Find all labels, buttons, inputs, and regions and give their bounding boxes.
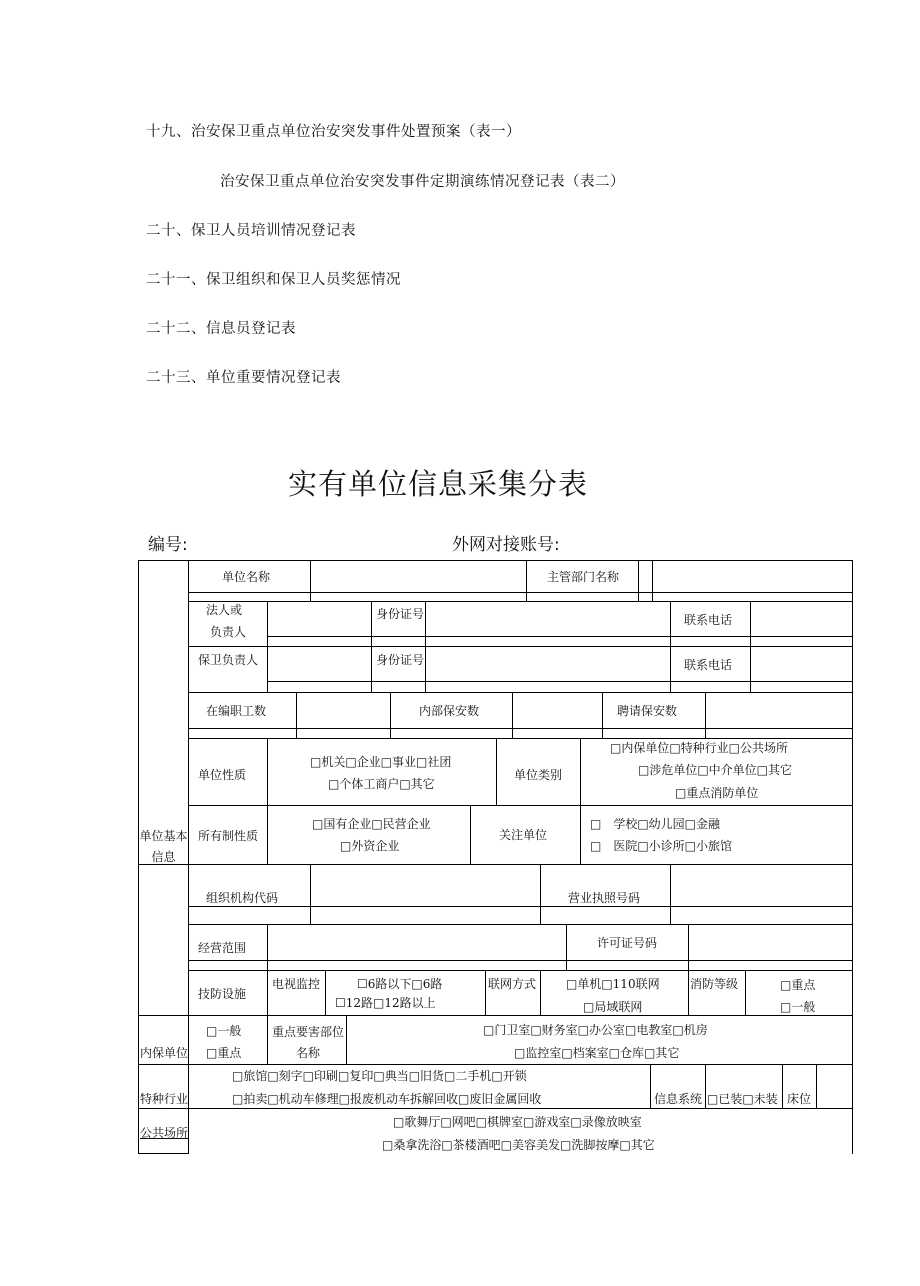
rule bbox=[188, 560, 189, 1154]
unit-name-label: 单位名称 bbox=[222, 570, 271, 584]
rule bbox=[602, 692, 603, 738]
key-dept-options: □门卫室□财务室□办公室□电教室□机房 bbox=[483, 1023, 708, 1037]
number-label: 编号: bbox=[148, 535, 188, 555]
internal-guards-label: 内部保安数 bbox=[419, 704, 480, 718]
rule bbox=[816, 1064, 817, 1108]
rule bbox=[310, 864, 311, 924]
rule bbox=[670, 864, 671, 924]
key-dept-label: 重点要害部位 bbox=[272, 1025, 345, 1039]
rule bbox=[526, 560, 527, 601]
rule bbox=[138, 1015, 852, 1016]
rule bbox=[650, 1064, 651, 1108]
info-system-label: 信息系统 bbox=[654, 1092, 703, 1106]
focus-unit-label: 关注单位 bbox=[499, 828, 548, 842]
rule bbox=[267, 1015, 268, 1064]
toc-item-19: 十九、治安保卫重点单位治安突发事件处置预案（表一） bbox=[146, 124, 521, 140]
info-system-options: □已装□未装 bbox=[707, 1092, 778, 1106]
internal-unit-options: □一般 bbox=[206, 1024, 242, 1038]
rule bbox=[745, 970, 746, 1015]
rule bbox=[188, 738, 852, 739]
fire-level-options: □重点 bbox=[780, 978, 816, 992]
rule bbox=[688, 970, 689, 1015]
rule bbox=[540, 970, 541, 1015]
rule bbox=[267, 738, 268, 864]
rule bbox=[652, 560, 653, 601]
rule bbox=[346, 1015, 347, 1064]
focus-unit-options: □ 学校□幼儿园□金融 bbox=[590, 817, 721, 831]
rule bbox=[138, 1153, 188, 1154]
public-place-options: □歌舞厅□网吧□棋牌室□游戏室□录像放映室 bbox=[393, 1115, 642, 1129]
unit-nature-label: 单位性质 bbox=[198, 768, 247, 782]
rule bbox=[188, 692, 852, 693]
ownership-options: □国有企业□民营企业 bbox=[312, 817, 431, 831]
tv-monitor-label: 电视监控 bbox=[272, 977, 321, 991]
ownership-options: □外资企业 bbox=[340, 839, 400, 853]
rule bbox=[670, 601, 671, 692]
unit-nature-options: □个体工商户□其它 bbox=[328, 777, 435, 791]
rule bbox=[188, 646, 852, 647]
rule bbox=[267, 970, 268, 1015]
rule bbox=[425, 601, 426, 692]
rule bbox=[138, 1064, 852, 1065]
rule bbox=[267, 601, 268, 692]
rule bbox=[638, 560, 639, 601]
ownership-label: 所有制性质 bbox=[198, 829, 259, 843]
fire-level-options: □一般 bbox=[780, 1000, 816, 1014]
key-dept-label: 名称 bbox=[296, 1046, 321, 1060]
unit-nature-options: □机关□企业□事业□社团 bbox=[310, 755, 452, 769]
staff-count-label: 在编职工数 bbox=[206, 704, 267, 718]
rule bbox=[267, 636, 852, 637]
rule bbox=[188, 970, 852, 971]
legal-rep-label: 法人或 bbox=[206, 603, 243, 617]
rule bbox=[688, 924, 689, 970]
internal-unit-label: 内保单位 bbox=[140, 1046, 189, 1060]
toc-item-21: 二十一、保卫组织和保卫人员奖惩情况 bbox=[146, 272, 401, 288]
special-industry-options: □拍卖□机动车修理□报废机动车拆解回收□废旧金属回收 bbox=[232, 1092, 542, 1106]
rule bbox=[580, 738, 581, 864]
rule bbox=[310, 560, 311, 601]
rule bbox=[188, 601, 852, 602]
rule bbox=[325, 970, 326, 1015]
public-place-label: 公共场所 bbox=[140, 1126, 189, 1140]
rule bbox=[496, 738, 497, 805]
security-head-label: 保卫负责人 bbox=[198, 653, 259, 667]
public-place-options: □桑拿洗浴□茶楼酒吧□美容美发□洗脚按摩□其它 bbox=[382, 1138, 655, 1152]
hired-guards-label: 聘请保安数 bbox=[617, 704, 678, 718]
rule bbox=[267, 924, 268, 970]
id-number-label: 身份证号 bbox=[376, 607, 425, 621]
rule bbox=[296, 692, 297, 738]
rule bbox=[138, 864, 852, 865]
org-code-label: 组织机构代码 bbox=[206, 891, 279, 905]
bed-count-label: 床位 bbox=[787, 1092, 812, 1106]
tech-facilities-label: 技防设施 bbox=[198, 987, 247, 1001]
rule bbox=[188, 592, 852, 593]
toc-item-19-sub: 治安保卫重点单位治安突发事件定期演练情况登记表（表二） bbox=[220, 174, 625, 190]
tv-monitor-options: ☐12路□12路以上 bbox=[335, 996, 436, 1010]
account-label: 外网对接账号: bbox=[452, 535, 560, 555]
business-scope-label: 经营范围 bbox=[198, 941, 247, 955]
rule bbox=[750, 601, 751, 692]
toc-item-23: 二十三、单位重要情况登记表 bbox=[146, 370, 341, 386]
fire-level-label: 消防等级 bbox=[690, 977, 739, 991]
rule bbox=[782, 1064, 783, 1108]
phone-label: 联系电话 bbox=[684, 658, 733, 672]
tv-monitor-options: ☐6路以下□6路 bbox=[357, 977, 443, 991]
license-no-label: 营业执照号码 bbox=[568, 891, 641, 905]
unit-category-options: □涉危单位□中介单位□其它 bbox=[638, 763, 793, 777]
rule bbox=[512, 692, 513, 738]
network-mode-options: □单机□110联网 bbox=[566, 977, 660, 991]
focus-unit-options: □ 医院□小诊所□小旅馆 bbox=[590, 839, 733, 853]
rule bbox=[705, 1064, 706, 1108]
legal-rep-label: 负责人 bbox=[210, 625, 247, 639]
rule bbox=[188, 805, 852, 806]
network-mode-options: □局域联网 bbox=[583, 1000, 643, 1014]
special-industry-label: 特种行业 bbox=[140, 1092, 189, 1106]
toc-item-20: 二十、保卫人员培训情况登记表 bbox=[146, 223, 356, 239]
rule bbox=[852, 560, 853, 1154]
permit-no-label: 许可证号码 bbox=[597, 936, 658, 950]
rule bbox=[138, 560, 852, 561]
rule bbox=[371, 601, 372, 692]
rule bbox=[390, 692, 391, 738]
rule bbox=[138, 1108, 852, 1109]
rule bbox=[566, 924, 567, 970]
form-title: 实有单位信息采集分表 bbox=[287, 467, 588, 501]
rule bbox=[188, 960, 852, 961]
key-dept-options: □监控室□档案室□仓库□其它 bbox=[514, 1046, 680, 1060]
rule bbox=[470, 805, 471, 864]
rule bbox=[188, 924, 852, 925]
unit-category-label: 单位类别 bbox=[514, 768, 563, 782]
internal-unit-options: □重点 bbox=[206, 1046, 242, 1060]
supervisor-dept-label: 主管部门名称 bbox=[547, 570, 620, 584]
phone-label: 联系电话 bbox=[684, 613, 733, 627]
section-basic-label: 单位基本信息 bbox=[139, 829, 188, 864]
id-number-label: 身份证号 bbox=[376, 653, 425, 667]
special-industry-options: □旅馆□刻字□印刷□复印□典当□旧货□二手机□开锁 bbox=[232, 1069, 527, 1083]
unit-category-options: □重点消防单位 bbox=[675, 786, 759, 800]
toc-item-22: 二十二、信息员登记表 bbox=[146, 321, 296, 337]
rule bbox=[267, 681, 852, 682]
rule bbox=[188, 906, 852, 907]
rule bbox=[705, 692, 706, 738]
network-mode-label: 联网方式 bbox=[488, 977, 537, 991]
rule bbox=[485, 970, 486, 1015]
rule bbox=[540, 864, 541, 924]
rule bbox=[188, 728, 852, 729]
unit-category-options: □内保单位□特种行业□公共场所 bbox=[610, 741, 789, 755]
